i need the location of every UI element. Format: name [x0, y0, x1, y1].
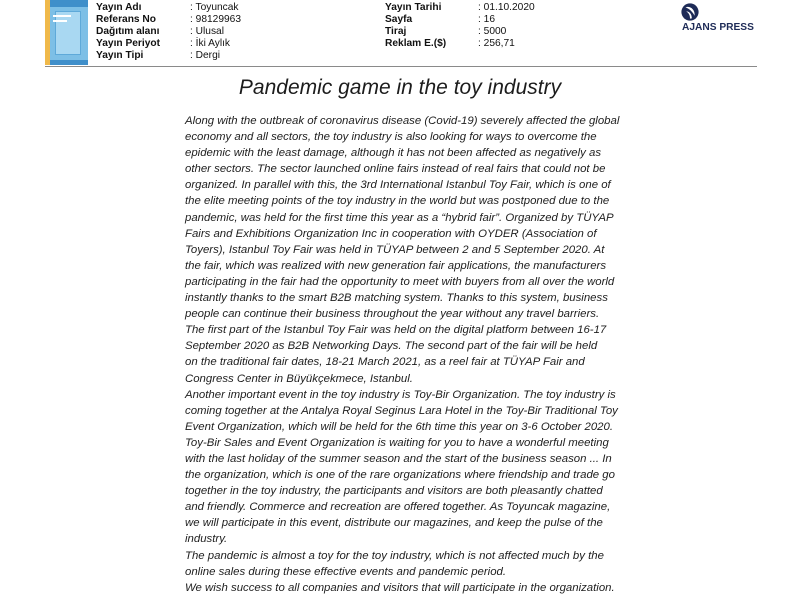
article-paragraph	[185, 548, 619, 580]
ad-equivalent-value: : 256,71	[478, 38, 515, 50]
publication-info-left	[96, 2, 241, 63]
article-line: instantly thanks to the smart B2B matching system. Thanks to this system, business	[185, 292, 608, 305]
page-number-value: : 16	[478, 13, 495, 25]
cover-text-line	[53, 15, 71, 17]
cover-text-line	[53, 20, 67, 22]
publication-period-row	[96, 38, 241, 50]
publication-type-row	[96, 50, 241, 62]
cover-image-panel	[55, 11, 81, 55]
article-paragraph	[185, 387, 619, 548]
article-line: the elite meeting points of the toy industry in the world but was postponed due to the	[185, 195, 610, 208]
publication-name-row	[96, 2, 241, 14]
publication-period-label: Yayın Periyot	[96, 38, 160, 50]
circulation-value: : 5000	[478, 25, 507, 37]
article-line: Congress Center in Büyükçekmece, Istanbul.	[185, 372, 413, 385]
publication-name-value: : Toyuncak	[190, 1, 239, 13]
page-number-row	[385, 14, 535, 26]
article-title: Pandemic game in the toy industry	[238, 76, 562, 99]
cover-masthead-band	[50, 0, 88, 7]
distribution-area-row	[96, 26, 241, 38]
article-line: Toyers), Istanbul Toy Fair was held in TÜYAP between 2 and 5 September 2020. At	[185, 243, 605, 256]
ad-equivalent-row	[385, 38, 535, 50]
ajans-press-globe-icon	[681, 3, 699, 21]
publication-date-row	[385, 2, 535, 14]
article-line: Along with the outbreak of coronavirus disease (Covid-19) severely affected the global	[185, 115, 620, 127]
page-number-label: Sayfa	[385, 13, 413, 25]
circulation-row	[385, 26, 535, 38]
article-line: organized. In parallel with this, the 3rd International Istanbul Toy Fair, which is one of	[185, 179, 611, 192]
article-line: Fairs and Exhibitions Organization Inc in cooperation with OYDER (Association of	[185, 227, 597, 240]
publication-period-value: : İki Aylık	[190, 38, 231, 50]
article-line: The first part of the Istanbul Toy Fair was held on the digital platform between 16-17	[185, 324, 607, 337]
header-divider	[45, 66, 757, 67]
publication-type-label: Yayın Tipi	[96, 50, 144, 62]
article-line: We wish success to all companies and visitors that will participate in the organization.	[185, 581, 615, 594]
article-paragraph	[185, 322, 619, 386]
article-line: the organization, which is one of the rare organizations where friendship and trade go	[185, 469, 615, 482]
article-line: coming together at the Antalya Royal Seginus Lara Hotel in the Toy-Bir Traditional Toy	[185, 404, 618, 417]
publication-type-value: : Dergi	[190, 50, 221, 62]
publication-date-label: Yayın Tarihi	[385, 1, 442, 13]
distribution-area-value: : Ulusal	[190, 25, 224, 37]
article-line: together in the toy industry, the participants and visitors are both pleasantly chatted	[185, 485, 603, 498]
magazine-cover-thumbnail	[45, 0, 88, 65]
distribution-area-label: Dağıtım alanı	[96, 25, 160, 37]
article-line: pandemic, was held for the first time this year as a “hybrid fair”. Organized by TÜYAP	[185, 211, 614, 224]
article-line: industry.	[185, 533, 228, 546]
article-line: participating in the fair had the opportunity to meet with buyers from all over the world	[185, 275, 615, 288]
ad-equivalent-label: Reklam E.($)	[385, 38, 447, 50]
article-line: other sectors. The sector launched online fairs instead of real fairs that could not be	[185, 163, 606, 176]
publication-date-value: : 01.10.2020	[478, 1, 535, 13]
article-line: the fair, which was realized with new generation fair applications, the manufacturers	[185, 259, 607, 272]
article-line: online sales during these effective events and pandemic period.	[185, 565, 507, 578]
article-line: epidemic with the least damage, although it has not been affected as negatively as	[185, 147, 602, 160]
reference-number-row	[96, 14, 241, 26]
article-line: economy and all sectors, the toy industry is also looking for ways to overcome the	[185, 131, 597, 144]
article-body	[185, 113, 619, 596]
article-line: people can continue their business throughout the year without any travel barriers.	[185, 308, 600, 321]
ajans-press-logo-text: AJANS PRESS	[682, 21, 754, 33]
publication-name-label: Yayın Adı	[96, 1, 142, 13]
article-line: September 2020 as B2B Networking Days. The second part of the fair will be held	[185, 340, 598, 353]
article-line: The pandemic is almost a toy for the toy industry, which is not affected much by the	[185, 549, 604, 562]
circulation-label: Tiraj	[385, 25, 407, 37]
article-line: Event Organization, which will be held for the 6th time this year on 3-6 October 2020.	[185, 420, 614, 433]
article-line: Toy-Bir Sales and Event Organization is waiting for you to have a wonderful meeting	[185, 436, 609, 449]
article-line: we will participate in this event, distribute our magazines, and keep the pulse of the	[185, 517, 603, 530]
publication-info-right	[385, 2, 535, 51]
article-line: and friendly. Commerce and recreation are offered together. As Toyuncak magazine,	[185, 501, 611, 514]
article-line: with the last holiday of the summer season and the start of the business season ... In	[185, 452, 612, 465]
article-line: Another important event in the toy industry is Toy-Bir Organization. The toy industry is	[185, 388, 616, 401]
article-paragraph	[185, 580, 619, 596]
article-paragraph	[185, 113, 619, 322]
article-line: on the traditional fair dates, 18-21 March 2021, as a reel fair at TÜYAP Fair and	[185, 356, 585, 369]
cover-footer-band	[50, 60, 88, 65]
reference-number-value: : 98129963	[190, 13, 241, 25]
reference-number-label: Referans No	[96, 13, 157, 25]
